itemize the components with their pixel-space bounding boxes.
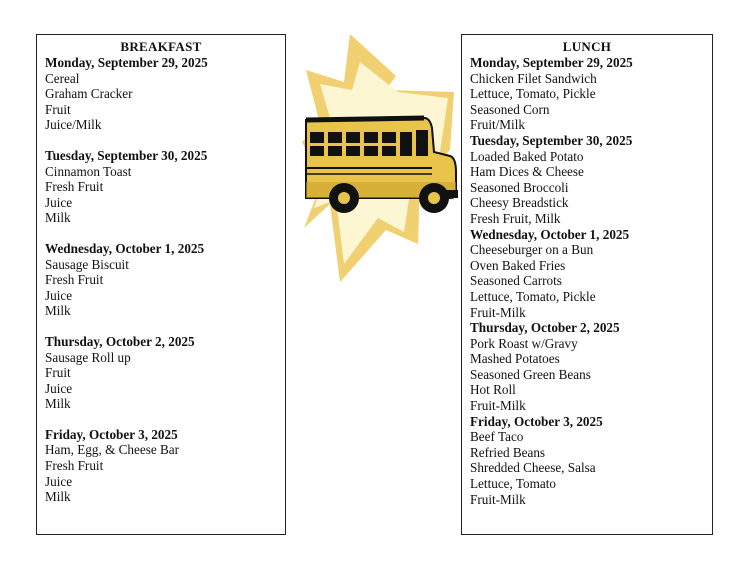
breakfast-title: BREAKFAST xyxy=(120,39,202,54)
menu-item: Refried Beans xyxy=(470,444,546,460)
menu-item: Fresh Fruit, Milk xyxy=(470,210,561,226)
menu-item: Pork Roast w/Gravy xyxy=(470,335,578,351)
menu-item: Hot Roll xyxy=(470,382,516,398)
menu-item: Cheesy Breadstick xyxy=(470,195,569,211)
day-heading: Tuesday, September 30, 2025 xyxy=(470,132,633,148)
menu-item: Chicken Filet Sandwich xyxy=(470,70,597,86)
breakfast-day-wednesday xyxy=(45,241,285,319)
breakfast-menu-panel xyxy=(36,34,286,535)
menu-item: Cinnamon Toast xyxy=(45,163,132,179)
menu-item: Milk xyxy=(45,489,71,505)
day-heading: Friday, October 3, 2025 xyxy=(470,413,603,429)
menu-item: Ham Dices & Cheese xyxy=(470,164,584,180)
menu-item: Seasoned Broccoli xyxy=(470,179,569,195)
menu-item: Juice xyxy=(45,287,73,303)
menu-item: Milk xyxy=(45,396,71,412)
menu-item: Mashed Potatoes xyxy=(470,351,560,367)
menu-item: Lettuce, Tomato, Pickle xyxy=(470,86,596,102)
menu-item: Lettuce, Tomato xyxy=(470,476,556,492)
lunch-day-wednesday xyxy=(470,227,712,321)
menu-item: Seasoned Carrots xyxy=(470,273,562,289)
menu-item: Seasoned Green Beans xyxy=(470,366,591,382)
menu-item: Loaded Baked Potato xyxy=(470,148,584,164)
menu-item: Juice xyxy=(45,194,73,210)
menu-item: Lettuce, Tomato, Pickle xyxy=(470,288,596,304)
menu-item: Milk xyxy=(45,210,71,226)
menu-item: Fruit/Milk xyxy=(470,117,525,133)
lunch-day-tuesday xyxy=(470,133,712,227)
menu-item: Fruit-Milk xyxy=(470,398,526,414)
menu-item: Oven Baked Fries xyxy=(470,257,566,273)
menu-item: Seasoned Corn xyxy=(470,101,550,117)
menu-item: Beef Taco xyxy=(470,429,524,445)
day-heading: Thursday, October 2, 2025 xyxy=(45,333,195,349)
lunch-day-friday xyxy=(470,414,712,508)
lunch-day-monday xyxy=(470,55,712,133)
day-heading: Monday, September 29, 2025 xyxy=(470,55,633,70)
lunch-day-thursday xyxy=(470,320,712,414)
menu-item: Fruit-Milk xyxy=(470,304,526,320)
menu-item: Milk xyxy=(45,303,71,319)
day-heading: Thursday, October 2, 2025 xyxy=(470,320,620,336)
menu-item: Fresh Fruit xyxy=(45,272,104,288)
menu-item: Ham, Egg, & Cheese Bar xyxy=(45,442,180,458)
breakfast-day-tuesday xyxy=(45,148,285,226)
menu-item: Fresh Fruit xyxy=(45,458,104,474)
lunch-title: LUNCH xyxy=(562,39,612,54)
menu-item: Juice xyxy=(45,473,73,489)
day-heading: Wednesday, October 1, 2025 xyxy=(470,226,630,242)
day-heading: Monday, September 29, 2025 xyxy=(45,55,208,70)
menu-item: Juice/Milk xyxy=(45,117,102,133)
day-heading: Friday, October 3, 2025 xyxy=(45,426,178,442)
menu-item: Juice xyxy=(45,380,73,396)
menu-item: Sausage Roll up xyxy=(45,349,131,365)
menu-item: Fruit xyxy=(45,101,71,117)
lunch-menu-panel xyxy=(461,34,713,535)
breakfast-day-thursday xyxy=(45,334,285,412)
menu-item: Fruit-Milk xyxy=(470,491,526,507)
menu-item: Fruit xyxy=(45,365,71,381)
day-heading: Wednesday, October 1, 2025 xyxy=(45,240,205,256)
menu-item: Sausage Biscuit xyxy=(45,256,129,272)
menu-item: Graham Cracker xyxy=(45,86,133,102)
day-heading: Tuesday, September 30, 2025 xyxy=(45,147,208,163)
menu-item: Cereal xyxy=(45,70,80,86)
bus-wheel-front xyxy=(419,183,449,213)
school-bus-icon xyxy=(300,32,460,287)
menu-item: Shredded Cheese, Salsa xyxy=(470,460,596,476)
breakfast-day-monday xyxy=(45,55,285,133)
menu-item: Fresh Fruit xyxy=(45,179,104,195)
bus-wheel-rear xyxy=(329,183,359,213)
breakfast-day-friday xyxy=(45,427,285,505)
menu-item: Cheeseburger on a Bun xyxy=(470,242,594,258)
